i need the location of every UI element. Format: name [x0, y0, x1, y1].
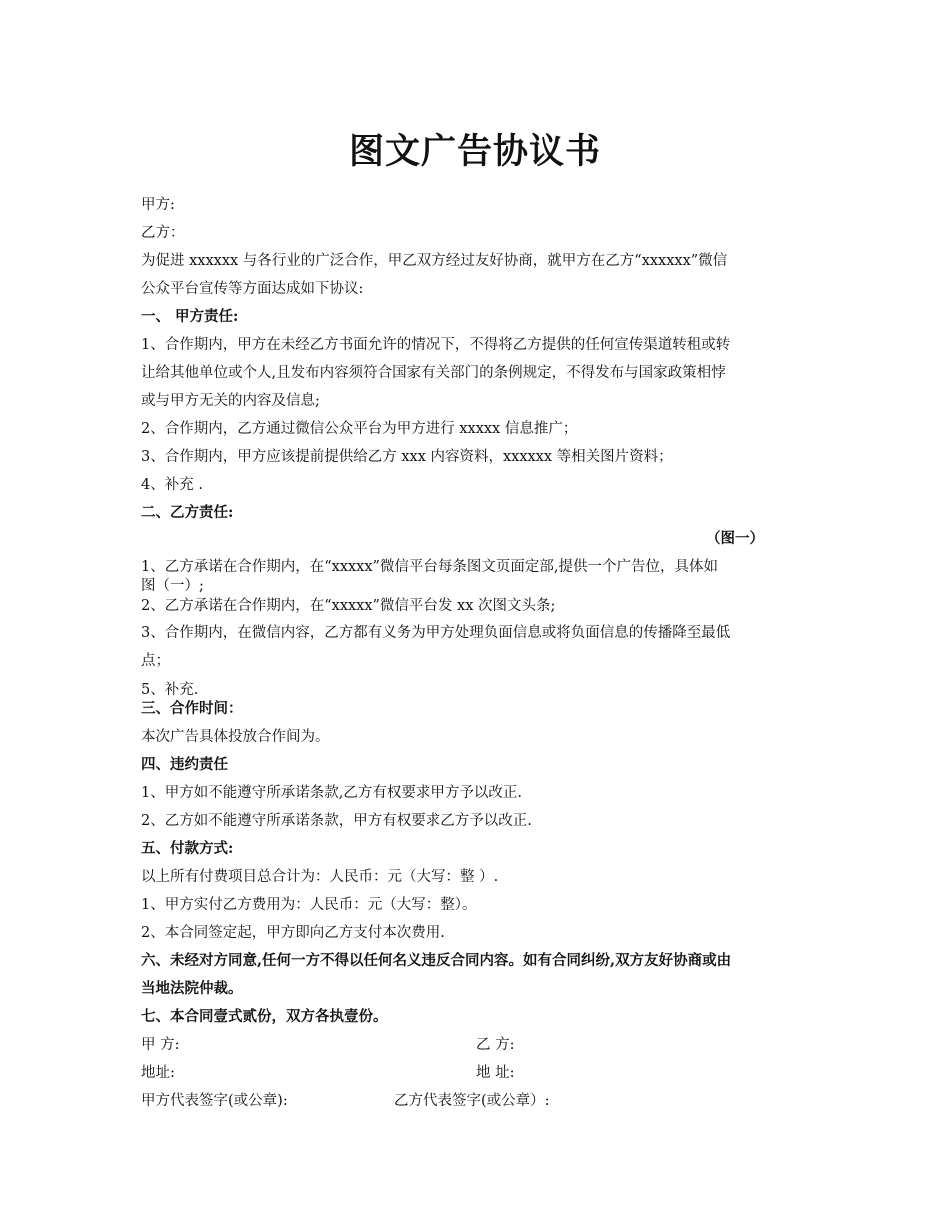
section-2-item-1-line-2: 图（一）;: [141, 578, 204, 594]
section-4-item-1: 1、甲方如不能遵守所承诺条款,乙方有权要求甲方予以改正.: [141, 785, 522, 801]
sign-party-b: 乙 方:: [476, 1037, 515, 1053]
section-1-item-1-line-2: 让给其他单位或个人,且发布内容须符合国家有关部门的条例规定，不得发布与国家政策相悖: [141, 365, 726, 381]
intro-line-1: 为促进 xxxxxx 与各行业的广泛合作，甲乙双方经过友好协商，就甲方在乙方“xxxxxx”微信: [141, 253, 728, 269]
section-4-heading: 四、违约责任: [141, 756, 228, 773]
section-4-item-2: 2、乙方如不能遵守所承诺条款，甲方有权要求乙方予以改正.: [141, 813, 532, 829]
intro-line-2: 公众平台宣传等方面达成如下协议:: [141, 281, 364, 297]
sign-address-a: 地址:: [141, 1065, 175, 1081]
section-1-item-1-line-1: 1、合作期内，甲方在未经乙方书面允许的情况下，不得将乙方提供的任何宣传渠道转租或转: [141, 337, 731, 353]
section-2-item-5: 5、补充.: [141, 682, 199, 698]
figure-label: （图一）: [706, 530, 764, 547]
section-6-line-1: 六、未经对方同意,任何一方不得以任何名义违反合同内容。如有合同纠纷,双方友好协商或由: [141, 952, 732, 969]
section-1-heading: 一、 甲方责任:: [141, 308, 239, 325]
sign-address-b: 地 址:: [476, 1065, 515, 1081]
section-1-item-3: 3、合作期内，甲方应该提前提供给乙方 xxx 内容资料，xxxxxx 等相关图片资料；: [141, 449, 673, 465]
document-title: 图文广告协议书: [348, 131, 601, 172]
section-3-heading: 三、合作时间：: [141, 700, 243, 717]
sign-rep-b: 乙方代表签字(或公章）:: [394, 1093, 550, 1109]
section-5-item-2: 2、本合同签定起，甲方即向乙方支付本次费用.: [141, 925, 445, 941]
section-2-item-3-line-1: 3、合作期内，在微信内容，乙方都有义务为甲方处理负面信息或将负面信息的传播降至最低: [141, 625, 731, 641]
section-2-item-2: 2、乙方承诺在合作期内，在“xxxxx”微信平台发 xx 次图文头条;: [141, 598, 556, 614]
section-1-item-2: 2、合作期内，乙方通过微信公众平台为甲方进行 xxxxx 信息推广；: [141, 421, 578, 437]
section-5-item-1: 1、甲方实付乙方费用为：人民币：元（大写：整）。: [141, 897, 477, 913]
section-5-heading: 五、付款方式:: [141, 840, 234, 857]
section-3-text: 本次广告具体投放合作间为。: [141, 729, 330, 745]
section-1-item-4: 4、补充 .: [141, 477, 203, 493]
section-2-heading: 二、乙方责任:: [141, 504, 234, 521]
sign-party-a: 甲 方:: [141, 1037, 180, 1053]
section-2-item-3-line-2: 点；: [141, 653, 170, 669]
section-6-line-2: 当地法院仲裁。: [141, 980, 243, 997]
section-5-total: 以上所有付费项目总合计为：人民币：元（大写：整 ）.: [141, 869, 499, 885]
section-1-item-1-line-3: 或与甲方无关的内容及信息;: [141, 393, 320, 409]
section-2-item-1-line-1: 1、乙方承诺在合作期内，在“xxxxx”微信平台每条图文页面定部,提供一个广告位，具体如: [141, 559, 719, 575]
party-b-line: 乙方：: [141, 225, 185, 241]
section-7: 七、本合同壹式贰份，双方各执壹份。: [141, 1008, 388, 1025]
party-a-line: 甲方:: [141, 197, 175, 213]
sign-rep-a: 甲方代表签字(或公章):: [141, 1093, 288, 1109]
